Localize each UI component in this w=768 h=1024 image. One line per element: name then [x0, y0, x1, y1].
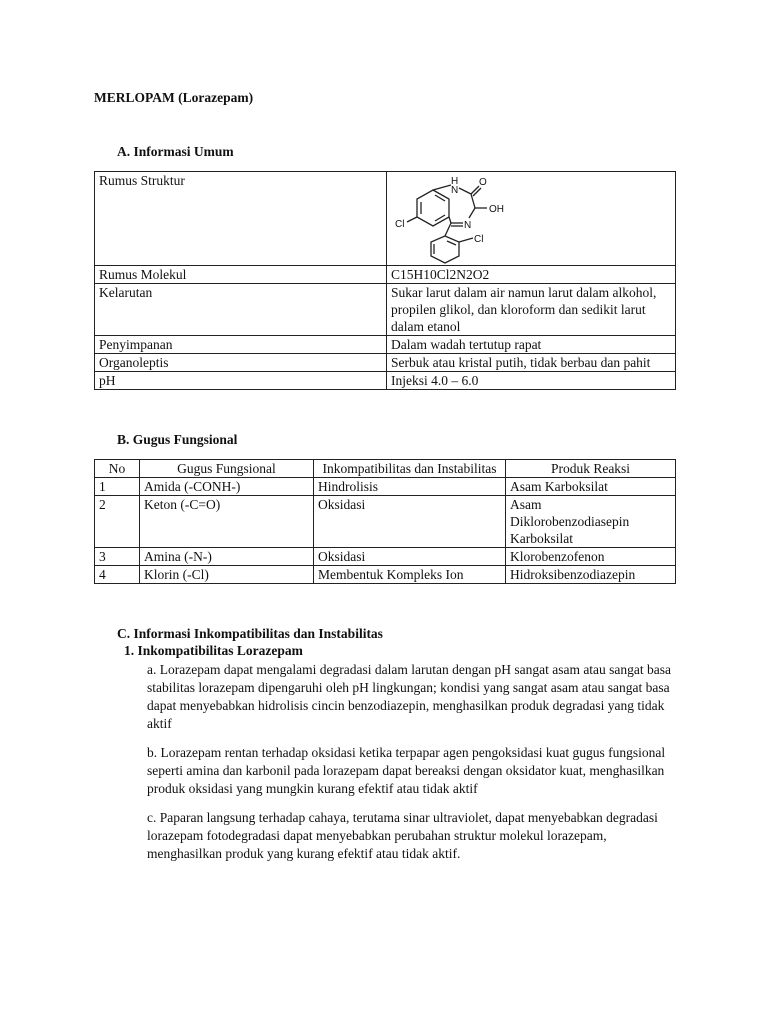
table-row	[95, 284, 676, 336]
functional-group-table	[94, 459, 676, 584]
section-b-heading: B. Gugus Fungsional	[117, 432, 238, 447]
paragraph-c: c. Paparan langsung terhadap cahaya, terutama sinar ultraviolet, dapat menyebabkan degradasi lorazepam fotodegradasi dapat menyebabkan perubahan struktur molekul lorazepam, menghasilkan produk yang kurang efektif atau tidak aktif.	[147, 810, 658, 861]
structure-label-n: N	[451, 185, 459, 196]
table-cell-label: Rumus Molekul	[95, 266, 387, 284]
cell-gugus: Klorin (-Cl)	[140, 566, 314, 584]
table-row	[95, 548, 676, 566]
table-cell-value: Sukar larut dalam air namun larut dalam alkohol, propilen glikol, dan kloroform dan sedikit larut dalam etanol	[387, 284, 676, 336]
lorazepam-structure-image	[387, 172, 507, 264]
cell-gugus: Keton (-C=O)	[140, 496, 314, 548]
structure-label-oh: OH	[489, 204, 504, 215]
cell-inkompatibilitas: Membentuk Kompleks Ion	[314, 566, 506, 584]
table-row	[95, 266, 676, 284]
cell-no: 3	[95, 548, 140, 566]
structure-cell	[387, 172, 676, 266]
cell-produk: Asam Diklorobenzodiasepin Karboksilat	[506, 496, 676, 548]
table-header-row	[95, 460, 676, 478]
paragraph-a: a. Lorazepam dapat mengalami degradasi dalam larutan dengan pH sangat asam atau sangat basa stabilitas lorazepam dipengaruhi oleh pH lingkungan; kondisi yang sangat asam atau sangat basa dapat menyebabkan hidrolisis cincin benzodiazepin, menghasilkan produk degradasi yang tidak aktif	[147, 662, 672, 731]
cell-no: 2	[95, 496, 140, 548]
header-inkompatibilitas: Inkompatibilitas dan Instabilitas	[314, 460, 506, 478]
structure-label-h: H	[451, 176, 459, 187]
section-c-body	[147, 661, 677, 863]
paragraph-b: b. Lorazepam rentan terhadap oksidasi ketika terpapar agen pengoksidasi kuat gugus fungsional seperti amina dan karbonil pada lorazepam dapat bereaksi dengan oksidator kuat, menghasilkan produk oksidasi yang mungkin kurang efektif atau tidak aktif	[147, 745, 666, 796]
table-cell-value: Serbuk atau kristal putih, tidak berbau dan pahit	[387, 354, 676, 372]
cell-no: 1	[95, 478, 140, 496]
section-c-subheading: 1. Inkompatibilitas Lorazepam	[124, 643, 303, 658]
cell-inkompatibilitas: Hindrolisis	[314, 478, 506, 496]
structure-label-n2: N	[464, 220, 472, 231]
table-cell-value: Dalam wadah tertutup rapat	[387, 336, 676, 354]
table-cell-label: pH	[95, 372, 387, 390]
section-a-heading: A. Informasi Umum	[117, 144, 234, 159]
cell-inkompatibilitas: Oksidasi	[314, 496, 506, 548]
table-row	[95, 478, 676, 496]
header-gugus: Gugus Fungsional	[140, 460, 314, 478]
cell-inkompatibilitas: Oksidasi	[314, 548, 506, 566]
structure-label-cl1: Cl	[395, 219, 405, 230]
table-row	[95, 354, 676, 372]
table-cell-label: Organoleptis	[95, 354, 387, 372]
cell-no: 4	[95, 566, 140, 584]
table-row	[95, 372, 676, 390]
table-row	[95, 496, 676, 548]
table-row	[95, 336, 676, 354]
table-row	[95, 172, 676, 266]
table-cell-label: Kelarutan	[95, 284, 387, 336]
structure-label-o: O	[479, 177, 487, 188]
structure-label-cl2: Cl	[474, 234, 484, 245]
header-produk: Produk Reaksi	[506, 460, 676, 478]
cell-produk: Klorobenzofenon	[506, 548, 676, 566]
document-title: MERLOPAM (Lorazepam)	[94, 90, 254, 105]
table-cell-label: Penyimpanan	[95, 336, 387, 354]
cell-gugus: Amina (-N-)	[140, 548, 314, 566]
header-no: No	[95, 460, 140, 478]
table-cell-label: Rumus Struktur	[95, 172, 387, 266]
cell-produk: Hidroksibenzodiazepin	[506, 566, 676, 584]
general-info-table	[94, 171, 676, 390]
table-cell-value: C15H10Cl2N2O2	[387, 266, 676, 284]
cell-gugus: Amida (-CONH-)	[140, 478, 314, 496]
table-cell-value: Injeksi 4.0 – 6.0	[387, 372, 676, 390]
table-row	[95, 566, 676, 584]
cell-produk: Asam Karboksilat	[506, 478, 676, 496]
section-c-heading: C. Informasi Inkompatibilitas dan Instabilitas	[117, 626, 383, 641]
